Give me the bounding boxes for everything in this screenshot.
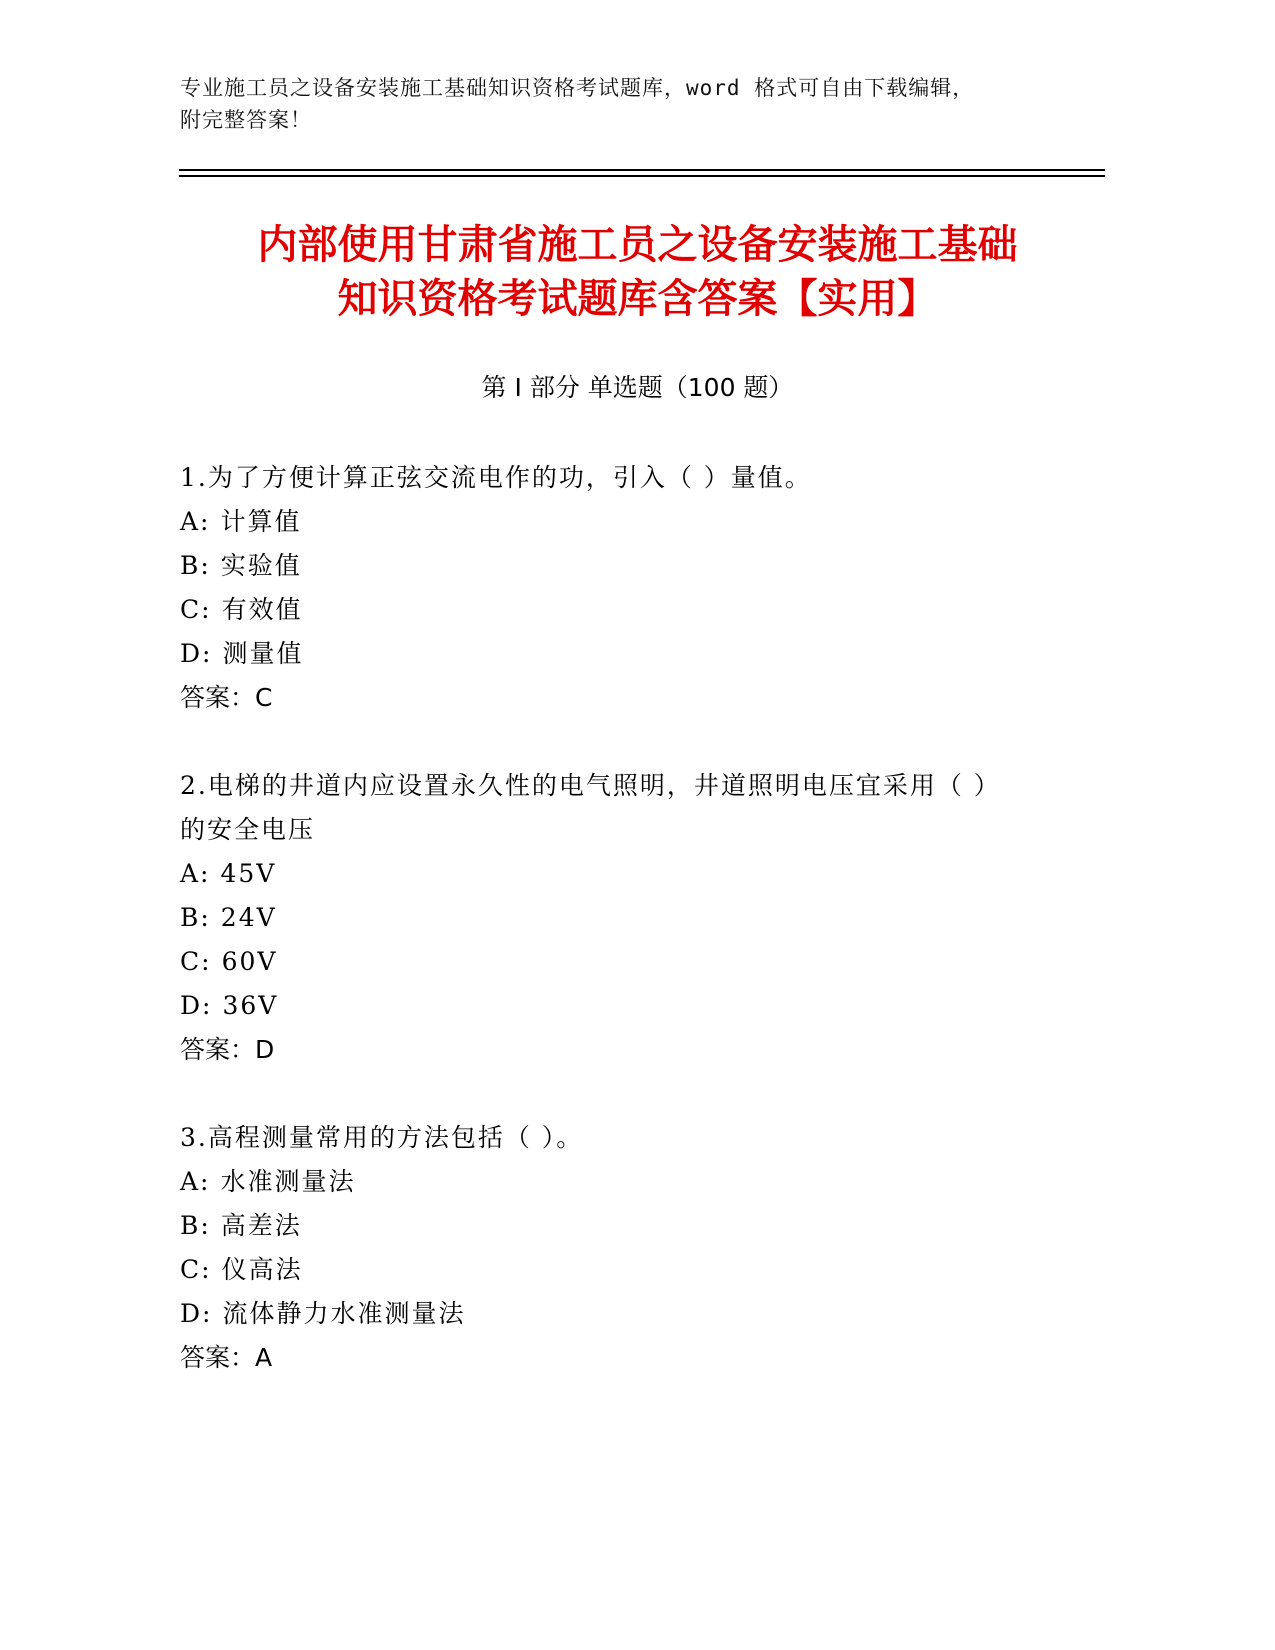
- question-list: [180, 456, 1060, 1424]
- option-label: B:: [180, 1211, 211, 1240]
- header-note: [180, 72, 1080, 136]
- option-text: 仪高法: [221, 1255, 303, 1284]
- option-a: [180, 500, 1060, 544]
- option-text: 实验值: [220, 551, 302, 580]
- option-b: [180, 896, 1060, 940]
- option-label: C:: [180, 1255, 212, 1284]
- header-divider-top: [179, 169, 1105, 171]
- option-label: B:: [180, 903, 211, 932]
- option-label: D:: [180, 1299, 213, 1328]
- option-d: [180, 632, 1060, 676]
- section-title: 第 I 部分 单选题（100 题）: [481, 373, 794, 402]
- option-text: 45V: [220, 859, 277, 888]
- answer-line: 答案：A: [180, 1343, 273, 1372]
- option-text: 60V: [221, 947, 278, 976]
- option-c: [180, 588, 1060, 632]
- option-text: 高差法: [220, 1211, 302, 1240]
- option-text: 24V: [220, 903, 277, 932]
- document-title-line1: 内部使用甘肃省施工员之设备安装施工基础: [257, 222, 1018, 268]
- header-note-line2: 附完整答案！: [180, 108, 312, 132]
- document-title-line2: 知识资格考试题库含答案【实用】: [337, 276, 938, 322]
- header-divider-bottom: [179, 175, 1105, 177]
- option-text: 有效值: [221, 595, 303, 624]
- option-c: [180, 1248, 1060, 1292]
- answer-line: 答案：D: [180, 1035, 275, 1064]
- option-c: [180, 940, 1060, 984]
- answer-line: 答案：C: [180, 683, 273, 712]
- option-b: [180, 544, 1060, 588]
- option-b: [180, 1204, 1060, 1248]
- document-title: [150, 218, 1125, 326]
- option-label: A:: [180, 1167, 211, 1196]
- option-text: 36V: [222, 991, 279, 1020]
- option-label: C:: [180, 595, 212, 624]
- option-a: [180, 1160, 1060, 1204]
- option-label: D:: [180, 639, 213, 668]
- option-d: [180, 1292, 1060, 1336]
- option-label: A:: [180, 859, 211, 888]
- option-a: [180, 852, 1060, 896]
- option-label: B:: [180, 551, 211, 580]
- question-3: [180, 1116, 1060, 1380]
- option-text: 水准测量法: [220, 1167, 356, 1196]
- option-d: [180, 984, 1060, 1028]
- option-label: A:: [180, 507, 211, 536]
- question-2: [180, 764, 1060, 1072]
- question-stem: 3.高程测量常用的方法包括（ ）。: [180, 1123, 584, 1152]
- question-stem: 1.为了方便计算正弦交流电作的功，引入（ ）量值。: [180, 463, 812, 492]
- option-text: 计算值: [220, 507, 302, 536]
- option-label: D:: [180, 991, 213, 1020]
- option-text: 测量值: [222, 639, 304, 668]
- header-note-line1: 专业施工员之设备安装施工基础知识资格考试题库，word 格式可自由下载编辑，: [180, 76, 975, 100]
- question-stem-continued: 的安全电压: [180, 815, 316, 844]
- question-1: [180, 456, 1060, 720]
- question-stem: 2.电梯的井道内应设置永久性的电气照明，井道照明电压宜采用（ ）: [180, 771, 1001, 800]
- option-text: 流体静力水准测量法: [222, 1299, 466, 1328]
- option-label: C:: [180, 947, 212, 976]
